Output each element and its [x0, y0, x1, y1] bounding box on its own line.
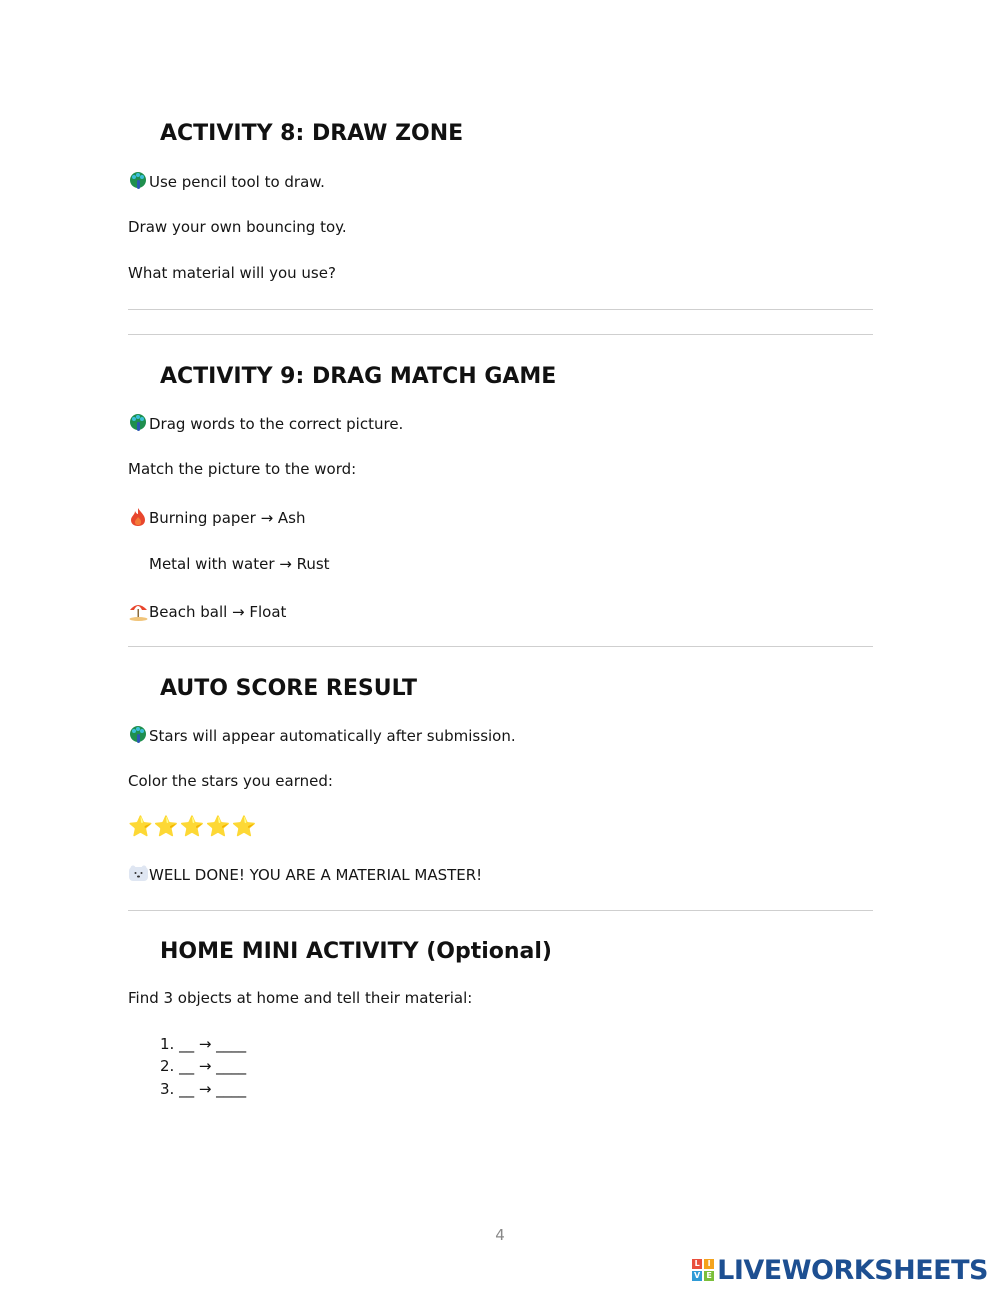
- activity-9-intro: Match the picture to the word:: [128, 460, 357, 478]
- home-list-item[interactable]: 3. __ → ____: [160, 1080, 247, 1098]
- match-item-text: Burning paper → Ash: [149, 509, 306, 527]
- page-number: 4: [495, 1226, 505, 1244]
- score-title: AUTO SCORE RESULT: [160, 676, 417, 701]
- match-item[interactable]: [128, 554, 330, 574]
- logo-block: I: [704, 1259, 714, 1269]
- home-title: HOME MINI ACTIVITY (Optional): [160, 939, 552, 964]
- peacock-icon: [128, 171, 149, 191]
- beach-umbrella-icon: [128, 601, 149, 621]
- instruction-text: Use pencil tool to draw.: [149, 173, 325, 191]
- logo-block: V: [694, 1271, 701, 1280]
- activity-9-title: ACTIVITY 9: DRAG MATCH GAME: [160, 364, 557, 389]
- activity-8-instruction: [128, 171, 325, 192]
- activity-8-line-1: Draw your own bouncing toy.: [128, 218, 347, 236]
- fire-icon: [128, 507, 149, 527]
- match-item-text: Beach ball → Float: [149, 603, 287, 621]
- polar-bear-icon: [128, 864, 149, 884]
- activity-8-title: ACTIVITY 8: DRAW ZONE: [160, 121, 464, 146]
- home-list-item[interactable]: 1. __ → ____: [160, 1035, 247, 1053]
- peacock-icon: [128, 725, 149, 745]
- match-item[interactable]: [128, 601, 286, 622]
- activity-8-line-2: What material will you use?: [128, 264, 336, 282]
- instruction-text: Stars will appear automatically after submission.: [149, 727, 516, 745]
- liveworksheets-logo: [692, 1254, 988, 1286]
- score-prompt: Color the stars you earned:: [128, 772, 333, 790]
- instruction-text: Drag words to the correct picture.: [149, 415, 404, 433]
- match-item[interactable]: [128, 507, 306, 528]
- divider: [128, 334, 873, 335]
- home-list-item[interactable]: 2. __ → ____: [160, 1057, 247, 1075]
- activity-9-instruction: [128, 413, 403, 434]
- peacock-icon: [128, 413, 149, 433]
- logo-block: E: [704, 1271, 714, 1281]
- logo-text: LIVEWORKSHEETS: [717, 1254, 988, 1286]
- message-text: WELL DONE! YOU ARE A MATERIAL MASTER!: [149, 866, 483, 884]
- logo-blocks-icon: [692, 1259, 714, 1281]
- divider: [128, 910, 873, 911]
- home-prompt: Find 3 objects at home and tell their material:: [128, 989, 473, 1007]
- score-instruction: [128, 725, 516, 746]
- logo-block: L: [692, 1259, 702, 1269]
- star-rating[interactable]: ⭐⭐⭐⭐⭐: [128, 814, 258, 838]
- match-item-text: Metal with water → Rust: [149, 555, 330, 573]
- divider: [128, 309, 873, 310]
- score-message: [128, 864, 482, 885]
- divider: [128, 646, 873, 647]
